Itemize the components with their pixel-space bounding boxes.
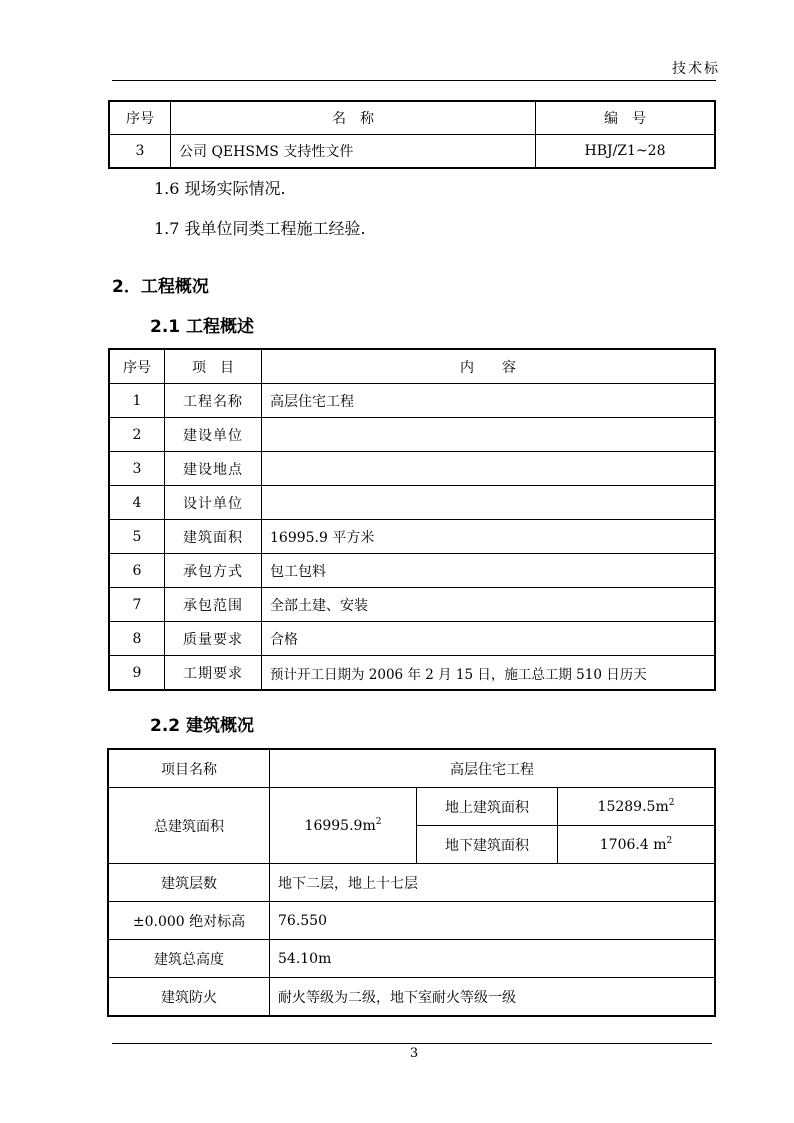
table-row — [109, 135, 715, 169]
col-header-code: 编 号 — [536, 101, 716, 135]
paragraph-1-7: 1.7 我单位同类工程施工经验. — [154, 219, 366, 238]
cell-item: 建设单位 — [165, 418, 262, 452]
col-header-item: 项 目 — [165, 349, 262, 384]
cell-content — [262, 486, 716, 520]
footer-rule — [112, 1043, 712, 1044]
col-header-name: 名 称 — [171, 101, 536, 135]
table-row — [108, 864, 715, 902]
table-row — [109, 520, 715, 554]
elevation-value: 76.550 — [270, 902, 716, 940]
above-ground-value: 15289.5m — [597, 799, 669, 815]
table-row — [109, 384, 715, 418]
fire-value: 耐火等级为二级，地下室耐火等级一级 — [270, 978, 716, 1017]
cell-item: 建筑面积 — [165, 520, 262, 554]
building-overview-table — [107, 748, 716, 1017]
cell-name: 公司 QEHSMS 支持性文件 — [171, 135, 536, 169]
cell-content: 全部土建、安装 — [262, 588, 716, 622]
table-row — [108, 978, 715, 1017]
project-name-value: 高层住宅工程 — [270, 749, 716, 788]
cell-item: 承包方式 — [165, 554, 262, 588]
section-2-2-heading: 2.2 建筑概况 — [150, 716, 255, 736]
cell-no: 2 — [109, 418, 165, 452]
cell-content: 16995.9 平方米 — [262, 520, 716, 554]
table-header-row — [109, 349, 715, 384]
header-rule — [112, 80, 716, 81]
unit-superscript: 2 — [375, 817, 382, 827]
unit-superscript: 2 — [666, 836, 673, 846]
col-header-no: 序号 — [109, 101, 171, 135]
cell-content: 高层住宅工程 — [262, 384, 716, 418]
height-value: 54.10m — [270, 940, 716, 978]
cell-no: 8 — [109, 622, 165, 656]
table-row — [109, 418, 715, 452]
cell-item: 建设地点 — [165, 452, 262, 486]
table-row — [109, 656, 715, 691]
cell-no: 6 — [109, 554, 165, 588]
unit-superscript: 2 — [668, 798, 675, 808]
fire-label: 建筑防火 — [108, 978, 270, 1017]
cell-content — [262, 452, 716, 486]
cell-no: 3 — [109, 452, 165, 486]
table-row — [108, 940, 715, 978]
cell-no: 4 — [109, 486, 165, 520]
cell-item: 设计单位 — [165, 486, 262, 520]
table-row — [108, 749, 715, 788]
below-ground-label: 地下建筑面积 — [417, 826, 558, 864]
cell-content — [262, 418, 716, 452]
below-ground-value: 1706.4 m — [599, 837, 667, 853]
total-area-value: 16995.9m — [304, 818, 376, 834]
above-ground-cell — [558, 788, 716, 826]
cell-item: 承包范围 — [165, 588, 262, 622]
col-header-no: 序号 — [109, 349, 165, 384]
above-ground-label: 地上建筑面积 — [417, 788, 558, 826]
header-tag: 技术标 — [672, 61, 720, 77]
cell-no: 9 — [109, 656, 165, 691]
total-area-cell — [270, 788, 417, 864]
section-2-heading: 2．工程概况 — [112, 277, 209, 297]
project-overview-table — [108, 348, 716, 691]
table-header-row — [109, 101, 715, 135]
height-label: 建筑总高度 — [108, 940, 270, 978]
cell-item: 工期要求 — [165, 656, 262, 691]
cell-code: HBJ/Z1~28 — [536, 135, 716, 169]
col-header-content: 内 容 — [262, 349, 716, 384]
table-row — [108, 902, 715, 940]
project-name-label: 项目名称 — [108, 749, 270, 788]
floors-label: 建筑层数 — [108, 864, 270, 902]
support-files-table — [108, 100, 716, 169]
cell-content: 合格 — [262, 622, 716, 656]
elevation-label: ±0.000 绝对标高 — [108, 902, 270, 940]
cell-no: 3 — [109, 135, 171, 169]
table-row — [109, 554, 715, 588]
cell-no: 5 — [109, 520, 165, 554]
table-row — [109, 452, 715, 486]
paragraph-1-6: 1.6 现场实际情况. — [154, 179, 286, 198]
cell-content: 包工包料 — [262, 554, 716, 588]
cell-content: 预计开工日期为 2006 年 2 月 15 日，施工总工期 510 日历天 — [262, 656, 716, 691]
page-number: 3 — [409, 1046, 419, 1061]
floors-value: 地下二层，地上十七层 — [270, 864, 716, 902]
total-area-label: 总建筑面积 — [108, 788, 270, 864]
table-row — [108, 788, 715, 826]
table-row — [109, 622, 715, 656]
section-2-1-heading: 2.1 工程概述 — [150, 317, 255, 337]
cell-no: 7 — [109, 588, 165, 622]
cell-no: 1 — [109, 384, 165, 418]
cell-item: 质量要求 — [165, 622, 262, 656]
cell-item: 工程名称 — [165, 384, 262, 418]
table-row — [109, 588, 715, 622]
table-row — [109, 486, 715, 520]
below-ground-cell — [558, 826, 716, 864]
